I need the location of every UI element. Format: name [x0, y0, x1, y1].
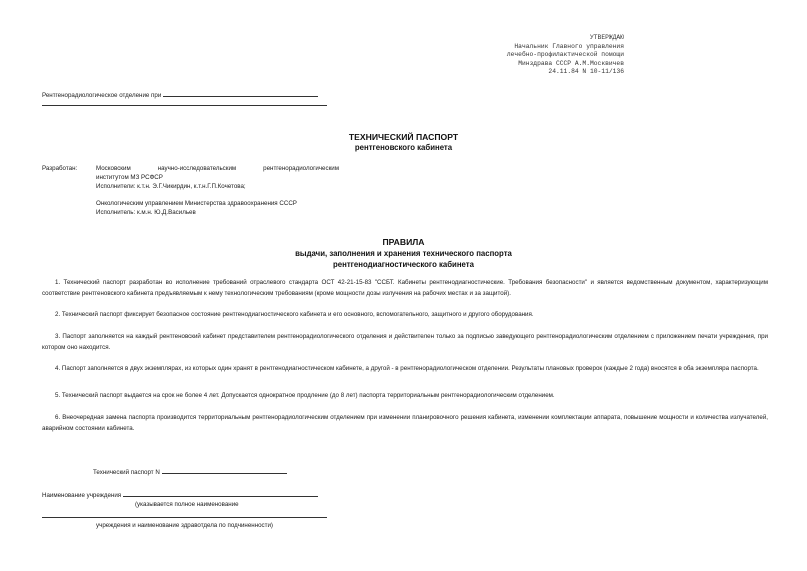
passport-number-label: Технический паспорт N	[93, 469, 160, 476]
department-label: Рентгенорадиологическое отделение при	[42, 92, 162, 99]
institution-note: (указывается полное наименование	[135, 501, 239, 508]
document-title: ТЕХНИЧЕСКИЙ ПАСПОРТ	[348, 132, 459, 142]
passport-number-field	[93, 467, 287, 476]
developer-word: Московским	[96, 165, 131, 172]
approval-line: Минздрава СССР А.М.Москвичев	[518, 59, 624, 67]
institution-label: Наименование учреждения	[42, 492, 122, 499]
rule-paragraph-5	[42, 391, 768, 402]
approval-line: лечебно-профилактической помощи	[506, 51, 624, 59]
developer-word: рентгенорадиологическим	[263, 165, 339, 172]
rule-text: 1. Технический паспорт разработан во исполнение требований отраслевого стандарта ОСТ 42-21-15-83 "ССБТ. Кабинеты рентгенодиагностические. Требования безопасности" и является ведомственным документом, характеризующим соответствие рентгеновского кабинета предъявляемым к нему технологическим требованиям (кроме мощности дозы излучения на рабочих местах и за защитой).	[42, 279, 768, 297]
developer-block-1	[96, 165, 339, 191]
rule-text: 3. Паспорт заполняется на каждый рентгеновский кабинет представителем рентгенорадиологического отделения и действителен только за подписью заведующего рентгенорадиологическим отделением с приложением печати учреждения, при котором оно находится.	[42, 333, 768, 351]
rule-paragraph-2	[42, 310, 768, 321]
institution-field	[42, 490, 318, 499]
document-subtitle: рентгеновского кабинета	[354, 143, 453, 152]
rule-text: 6. Внеочередная замена паспорта производится территориальным рентгенорадиологическим отделением при изменении планировочного решения кабинета, изменении комплектации аппарата, повышение мощности и количества излучателей, аварийном состоянии кабинета.	[42, 414, 768, 432]
institution-input-line	[123, 490, 318, 497]
rule-paragraph-1	[42, 278, 768, 299]
rule-paragraph-4	[42, 364, 768, 375]
department-input-line	[163, 90, 318, 97]
approval-line: Начальник Главного управления	[514, 42, 624, 50]
developer-org-line	[96, 165, 339, 174]
department-second-line	[42, 105, 327, 106]
rule-text: 2. Технический паспорт фиксирует безопасное состояние рентгенодиагностического кабинета и его основного, вспомогательного, защитного и другого оборудования.	[55, 311, 534, 318]
rules-subtitle-1: выдачи, заполнения и хранения технического паспорта	[295, 249, 512, 258]
institution-second-line	[42, 517, 327, 518]
developer-executors-1: Исполнители: к.т.н. Э.Г.Чикирдин, к.т.н.Г.П.Кочетова;	[96, 182, 246, 190]
rules-subtitle-2: рентгенодиагностического кабинета	[333, 260, 474, 269]
developer-word: научно-исследовательским	[157, 165, 237, 172]
rules-title: ПРАВИЛА	[382, 237, 425, 247]
rule-paragraph-3	[42, 332, 768, 353]
developer-executors-2: Исполнитель: к.м.н. Ю.Д.Васильев	[96, 208, 196, 216]
approval-stamp	[507, 34, 624, 77]
developer-org-line-2: институтом МЗ РСФСР	[96, 173, 163, 181]
rule-text: 4. Паспорт заполняется в двух экземплярах, из которых один хранят в рентгенодиагностическом кабинете, а другой - в рентгенорадиологическом отделении. Результаты плановых проверок (каждые 2 года) вносятся в оба экземпляра паспорта.	[55, 365, 759, 372]
approval-line: УТВЕРЖДАЮ	[589, 34, 624, 41]
passport-number-input-line	[162, 467, 287, 474]
developer-org-2: Онкологическим управлением Министерства здравоохранения СССР	[96, 200, 297, 207]
developed-label: Разработан:	[42, 165, 78, 172]
approval-line: 24.11.84 N 10-11/136	[548, 68, 624, 76]
developer-block-2	[96, 200, 297, 218]
rule-text: 5. Технический паспорт выдается на срок не более 4 лет. Допускается однократное продление (до 8 лет) паспорта территориальным рентгенорадиологическим отделением.	[55, 392, 555, 399]
rule-paragraph-6	[42, 413, 768, 434]
institution-note-2: учреждения и наименование здравотдела по подчиненности)	[96, 522, 273, 529]
department-field	[42, 90, 318, 99]
